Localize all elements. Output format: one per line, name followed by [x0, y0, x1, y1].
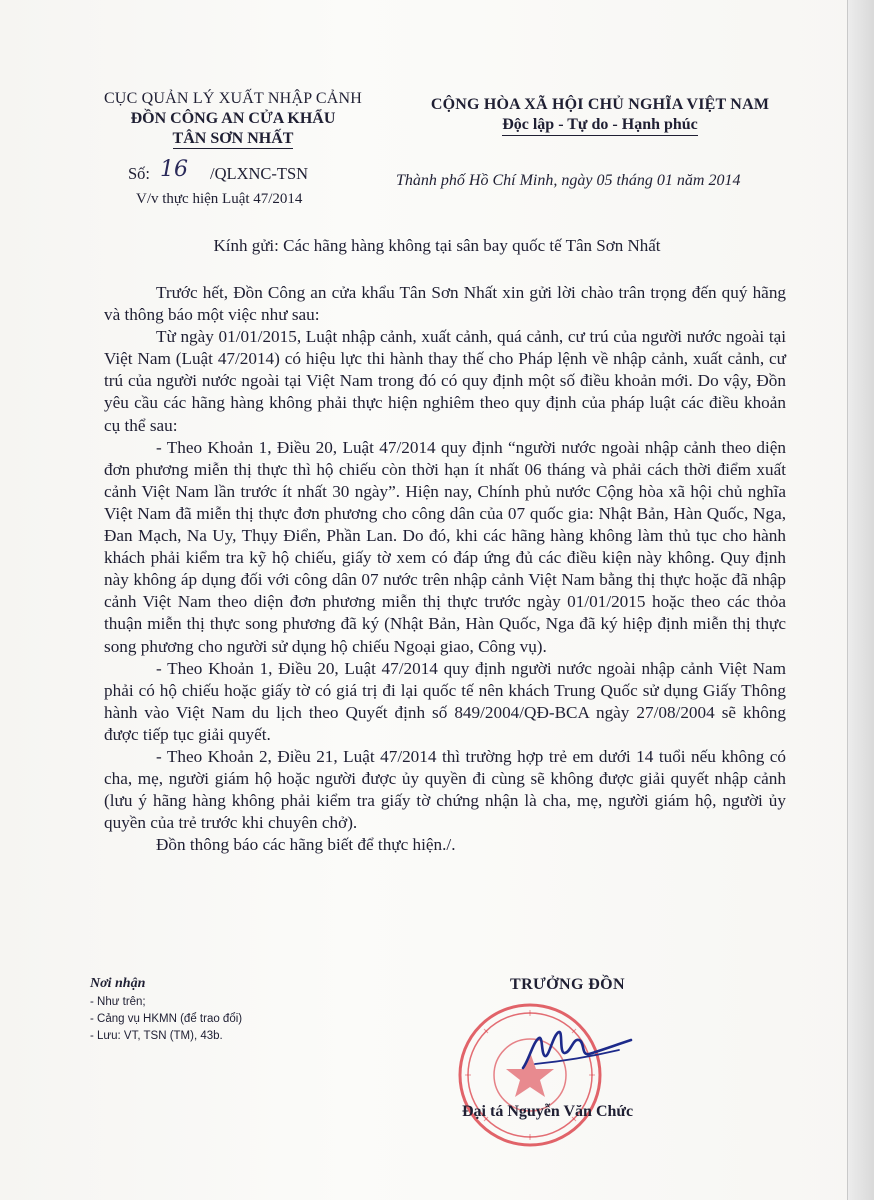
issuing-unit-location: [98, 130, 368, 148]
recipients-title: Nơi nhận: [90, 976, 146, 991]
handwritten-signature: [515, 1020, 635, 1080]
issuing-unit: ĐỒN CÔNG AN CỬA KHẨU: [130, 110, 336, 127]
reference-number: [128, 157, 309, 185]
subject-line: V/v thực hiện Luật 47/2014: [136, 191, 303, 207]
national-title: CỘNG HÒA XÃ HỘI CHỦ NGHĨA VIỆT NAM: [430, 96, 770, 113]
scan-edge: [847, 0, 874, 1200]
recipient-item: - Như trên;: [90, 996, 146, 1008]
recipients-list: [90, 994, 242, 1045]
signer-name: Đại tá Nguyễn Văn Chức: [462, 1103, 634, 1120]
recipient-item: - Lưu: VT, TSN (TM), 43b.: [90, 1030, 223, 1042]
body-paragraph: - Theo Khoản 1, Điều 20, Luật 47/2014 quy định “người nước ngoài nhập cảnh theo diện đơn phương miễn thị thực thì hộ chiếu còn thời hạn ít nhất 06 tháng và phải cách thời điểm xuất cảnh Việt Nam lần trước ít nhất 30 ngày”. Hiện nay, Chính phủ nước Cộng hòa xã hội chủ nghĩa Việt Nam đã miễn thị thực đơn phương cho công dân của 07 quốc gia: Nhật Bản, Hàn Quốc, Nga, Đan Mạch, Na Uy, Thụy Điển, Phần Lan. Do đó, khi các hãng hàng không làm thủ tục cho hành khách phải kiểm tra kỹ hộ chiếu, giấy tờ xem có đáp ứng đủ các điều kiện này không. Quy định này không áp dụng đối với công dân 07 nước trên nhập cảnh Việt Nam bằng thị thực hoặc đã nhập cảnh Việt Nam theo diện đơn phương miễn thị thực trước ngày 01/01/2015 hoặc theo các thỏa thuận miễn thị thực song phương đã ký (Nhật Bản, Hàn Quốc, Nga đã ký hiệp định miễn thị thực song phương cho người sử dụng hộ chiếu Ngoại giao, Công vụ).: [104, 437, 786, 656]
recipient-line: Kính gửi: Các hãng hàng không tại sân bay quốc tế Tân Sơn Nhất: [213, 236, 661, 255]
signer-position: TRƯỞNG ĐỒN: [510, 976, 625, 993]
body-paragraph: - Theo Khoản 1, Điều 20, Luật 47/2014 quy định người nước ngoài nhập cảnh Việt Nam phải có hộ chiếu hoặc giấy tờ có giá trị đi lại quốc tế nên khách Trung Quốc sử dụng Giấy Thông hành vào Việt Nam du lịch theo Quyết định số 849/2004/QĐ-BCA ngày 27/08/2004 sẽ không được tiếp tục giải quyết.: [104, 658, 786, 744]
body-paragraph: Từ ngày 01/01/2015, Luật nhập cảnh, xuất cảnh, quá cảnh, cư trú của người nước ngoài tại Việt Nam (Luật 47/2014) có hiệu lực thi hành thay thế cho Pháp lệnh về nhập cảnh, xuất cảnh, cư trú của người nước ngoài tại Việt Nam trong đó có quy định một số điều khoản mới. Do vậy, Đồn yêu cầu các hãng hàng không phải thực hiện nghiêm theo quy định của pháp luật các điều khoản cụ thể sau:: [104, 327, 786, 435]
recipient-item: - Cảng vụ HKMN (để trao đổi): [90, 1013, 243, 1025]
body-paragraph: Đồn thông báo các hãng biết để thực hiện./.: [156, 835, 456, 855]
reference-handwritten-number: 16: [160, 157, 189, 182]
body-paragraph: - Theo Khoản 2, Điều 21, Luật 47/2014 thì trường hợp trẻ em dưới 14 tuổi nếu không có cha, mẹ, người giám hộ hoặc người được ủy quyền đi cùng sẽ không được giải quyết nhập cảnh (lưu ý hãng hàng không phải kiểm tra giấy tờ chứng nhận là cha, mẹ, người giám hộ, người ủy quyền của trẻ trước khi chuyên chở).: [104, 746, 786, 833]
reference-label: Số:: [128, 164, 151, 183]
issuing-agency: CỤC QUẢN LÝ XUẤT NHẬP CẢNH: [103, 90, 363, 107]
letter-body: [104, 282, 786, 856]
dateline: Thành phố Hồ Chí Minh, ngày 05 tháng 01 năm 2014: [396, 172, 741, 189]
national-motto: [410, 116, 790, 134]
national-motto-text: Độc lập - Tự do - Hạnh phúc: [502, 116, 698, 136]
issuing-unit-location-text: TÂN SƠN NHẤT: [172, 130, 294, 147]
body-paragraph: Trước hết, Đồn Công an cửa khẩu Tân Sơn Nhất xin gửi lời chào trân trọng đến quý hãng và thông báo một việc như sau:: [104, 283, 786, 325]
reference-code: /QLXNC-TSN: [210, 164, 309, 183]
